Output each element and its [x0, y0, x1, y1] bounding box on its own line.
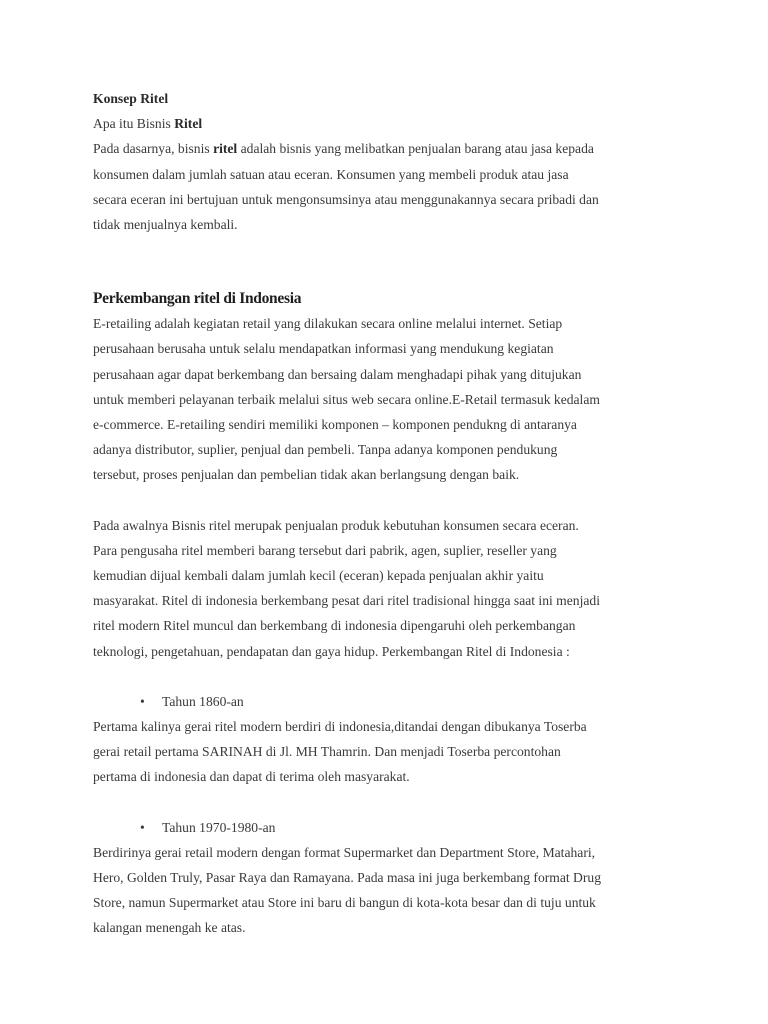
- paragraph-line: Para pengusaha ritel memberi barang tersebut dari pabrik, agen, suplier, reseller yang: [93, 542, 557, 558]
- subtitle-text: Apa itu Bisnis: [93, 116, 175, 132]
- bullet-item-1860: [93, 689, 683, 714]
- paragraph-line: tersebut, proses penjualan dan pembelian tidak akan berlangsung dengan baik.: [93, 467, 520, 483]
- paragraph-line: Berdirinya gerai retail modern dengan format Supermarket dan Department Store, Matahari,: [93, 844, 596, 860]
- paragraph-line: Store, namun Supermarket atau Store ini baru di bangun di kota-kota besar dan di tuju untuk: [93, 895, 596, 911]
- paragraph-line: pertama di indonesia dan dapat di terima oleh masyarakat.: [93, 769, 410, 785]
- text-run: Pada dasarnya, bisnis: [93, 141, 214, 157]
- bullet-label: Tahun 1970-1980-an: [162, 819, 276, 835]
- paragraph-line: kemudian dijual kembali dalam jumlah kecil (eceran) kepada penjualan akhir yaitu: [93, 568, 544, 584]
- paragraph-line: masyarakat. Ritel di indonesia berkembang pesat dari ritel tradisional hingga saat ini menjadi: [93, 593, 600, 609]
- paragraph-line: teknologi, pengetahuan, pendapatan dan gaya hidup. Perkembangan Ritel di Indonesia :: [93, 643, 570, 659]
- bullet-1970-paragraph: [93, 840, 683, 941]
- paragraph-line: secara eceran ini bertujuan untuk mengonsumsinya atau menggunakannya secara pribadi dan: [93, 191, 599, 207]
- history-paragraph: [93, 513, 683, 664]
- paragraph-line: gerai retail pertama SARINAH di Jl. MH Thamrin. Dan menjadi Toserba percontohan: [93, 744, 561, 760]
- subtitle-line: [93, 111, 683, 136]
- bullet-icon: •: [140, 693, 145, 709]
- paragraph-line: perusahaan berusaha untuk selalu mendapatkan informasi yang mendukung kegiatan: [93, 341, 554, 357]
- paragraph-line: e-commerce. E-retailing sendiri memiliki komponen – komponen pendukng di antaranya: [93, 417, 577, 433]
- paragraph-gap: [93, 790, 683, 815]
- text-run: adalah bisnis yang melibatkan penjualan barang atau jasa kepada: [237, 141, 594, 157]
- paragraph-line: E-retailing adalah kegiatan retail yang dilakukan secara online melalui internet. Setiap: [93, 316, 563, 332]
- paragraph-line: Hero, Golden Truly, Pasar Raya dan Ramayana. Pada masa ini juga berkembang format Drug: [93, 870, 601, 886]
- paragraph-gap: [93, 664, 683, 689]
- paragraph-line: perusahaan agar dapat berkembang dan bersaing dalam menghadapi pihak yang ditujukan: [93, 366, 582, 382]
- bold-run: ritel: [213, 141, 238, 157]
- document-title: Konsep Ritel: [93, 91, 169, 106]
- paragraph-line: [93, 136, 683, 161]
- bullet-icon: •: [140, 819, 145, 835]
- paragraph-line: tidak menjualnya kembali.: [93, 217, 238, 233]
- paragraph-line: adanya distributor, suplier, penjual dan pembeli. Tanpa adanya komponen pendukung: [93, 442, 558, 458]
- paragraph-line: Pada awalnya Bisnis ritel merupak penjualan produk kebutuhan konsumen secara eceran.: [93, 517, 579, 533]
- document-page: [93, 86, 683, 941]
- section-heading: Perkembangan ritel di Indonesia: [93, 290, 302, 308]
- bullet-item-1970: [93, 815, 683, 840]
- intro-paragraph: [93, 136, 683, 237]
- paragraph-line: kalangan menengah ke atas.: [93, 920, 246, 936]
- bullet-1860-paragraph: [93, 714, 683, 790]
- bullet-label: Tahun 1860-an: [162, 693, 244, 709]
- paragraph-line: Pertama kalinya gerai ritel modern berdiri di indonesia,ditandai dengan dibukanya Toserba: [93, 719, 587, 735]
- paragraph-line: untuk memberi pelayanan terbaik melalui situs web secara online.E-Retail termasuk kedalam: [93, 391, 600, 407]
- paragraph-line: konsumen dalam jumlah satuan atau eceran. Konsumen yang membeli produk atau jasa: [93, 166, 569, 182]
- subtitle-bold: Ritel: [174, 116, 203, 132]
- e-retailing-paragraph: [93, 311, 683, 487]
- paragraph-line: ritel modern Ritel muncul dan berkembang di indonesia dipengaruhi oleh perkembangan: [93, 618, 576, 634]
- paragraph-gap: [93, 488, 683, 513]
